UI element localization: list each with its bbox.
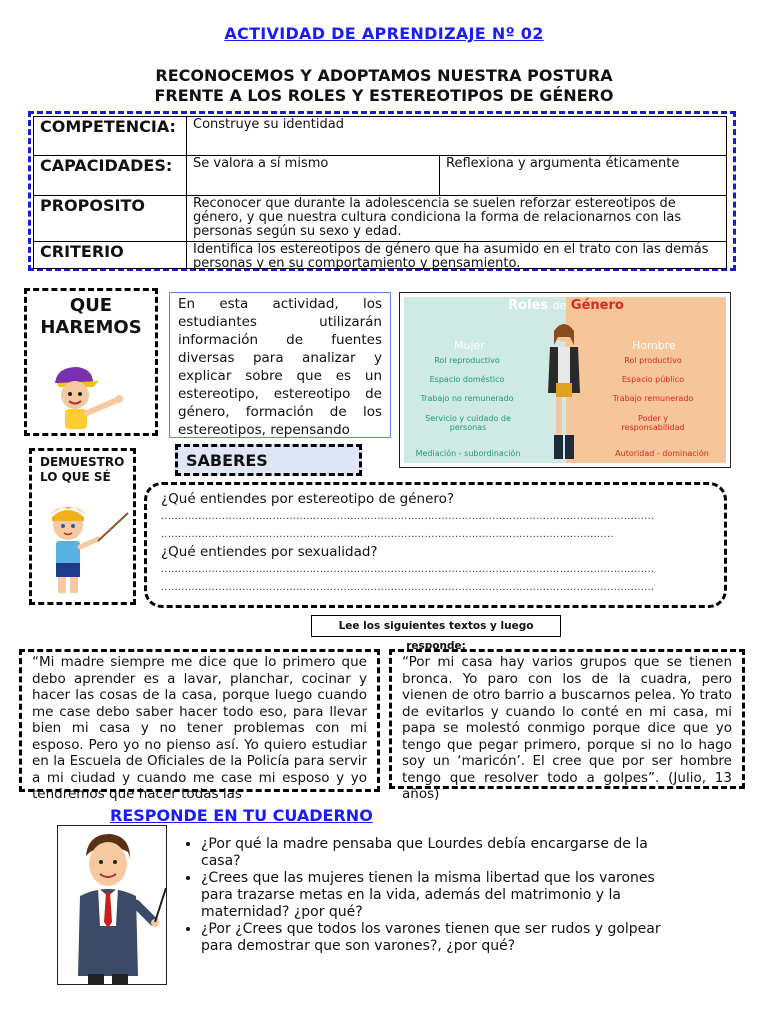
- demuestro-box: [29, 448, 136, 605]
- subtitle-line-2: FRENTE A LOS ROLES Y ESTEREOTIPOS DE GÉNERO: [154, 86, 614, 105]
- saberes-questions-box: [144, 482, 727, 608]
- proposito-value: Reconocer que durante la adolescencia se suelen reforzar estereotipos de género, y que nuestra cultura condiciona la forma de relacionarnos con las personas según su sexo y edad.: [187, 196, 727, 242]
- hombre-item: Autoridad - dominación: [615, 449, 709, 458]
- activity-title: ACTIVIDAD DE APRENDIZAJE Nº 02: [224, 24, 544, 43]
- hombre-item: Trabajo remunerado: [612, 394, 694, 403]
- hombre-item: Poder y responsabilidad: [621, 414, 685, 432]
- capacidades-label: CAPACIDADES:: [34, 156, 187, 196]
- responde-question: • ¿Crees que las mujeres tienen la misma libertad que los varones para trazarse metas en la vida, además del matrimonio y la maternidad? ¿por qué?: [201, 870, 671, 921]
- competencia-value: Construye su identidad: [187, 117, 727, 156]
- mujer-item: Trabajo no remunerado: [420, 394, 514, 403]
- roles-title-roles: Roles: [508, 298, 549, 313]
- mujer-item: Espacio doméstico: [429, 375, 505, 384]
- competency-table: [33, 116, 727, 269]
- answer-line[interactable]: ..................................................................................................................................................: [161, 564, 655, 575]
- woman-figure-illustration: [536, 317, 592, 465]
- question-sexuality: ¿Qué entiendes por sexualidad?: [161, 544, 378, 560]
- capacidad-1: Se valora a sí mismo: [187, 156, 440, 196]
- hombre-item: Rol productivo: [624, 356, 682, 365]
- responde-question: • ¿Por qué la madre pensaba que Lourdes debía encargarse de la casa?: [201, 836, 671, 870]
- teacher-illustration: [58, 826, 168, 986]
- mujer-item: Mediación - subordinación: [415, 449, 521, 458]
- hombre-header: Hombre: [632, 339, 676, 352]
- subtitle-line-1: RECONOCEMOS Y ADOPTAMOS NUESTRA POSTURA: [155, 66, 613, 85]
- que-haremos-text: En esta actividad, los estudiantes utilizarán información de fuentes diversas para analizar y explicar sobre que es un estereotipo, estereotipo de género, formación de los estereotipos, repensando: [169, 292, 391, 438]
- reading-text-2: “Por mi casa hay varios grupos que se tienen bronca. Yo paro con los de la cuadra, pero vienen de otro barrio a buscarnos pelea. Yo trato de evitarlos y cuando lo conté en mi casa, mi papa se molestó conmigo porque dice que yo tengo que pegar primero, porque si no lo hago soy un ‘maricón’. El cree que por ser hombre tengo que resolver todo a golpes”. (Julio, 13 años): [389, 649, 745, 789]
- roles-title-genero: Género: [570, 298, 624, 313]
- responde-questions-list: [188, 836, 671, 955]
- mujer-item: Servicio y cuidado de personas: [425, 414, 511, 432]
- saberes-label: SABERES: [175, 444, 362, 476]
- reading-text-1: “Mi madre siempre me dice que lo primero que debo aprender es a lavar, planchar, cocinar y hacer las cosas de la casa, porque luego cuando me case debo saber hacer todo eso, para llevar bien mi casa y no tener problemas con mi esposo. Pero yo no pienso así. Yo quiero estudiar en la Escuela de Oficiales de la Policía para servir a mi ciudad y cuando me case mi esposo y yo tendremos que hacer todas las: [19, 649, 380, 792]
- responde-heading: RESPONDE EN TU CUADERNO: [110, 806, 373, 825]
- que-haremos-box: [24, 288, 158, 436]
- teacher-image: [57, 825, 167, 985]
- question-stereotype: ¿Qué entiendes por estereotipo de género?: [161, 491, 455, 507]
- read-instructions: Lee los siguientes textos y luego responde:: [311, 615, 561, 637]
- cap-boy-illustration: [47, 361, 147, 433]
- competencia-label: COMPETENCIA:: [34, 117, 187, 156]
- demuestro-label: DEMUESTRO LO QUE SÉ: [40, 455, 125, 484]
- roles-title-de: de: [552, 299, 567, 312]
- answer-line[interactable]: ..................................................................................................................................................: [161, 582, 655, 593]
- answer-line[interactable]: ..................................................................................................................................................: [161, 511, 655, 522]
- criterio-text: Identifica los estereotipos de género que ha asumido en el trato con las demás personas y en su comportamiento y pensamiento.: [193, 242, 709, 271]
- mujer-item: Rol reproductivo: [434, 356, 500, 365]
- mujer-header: Mujer: [454, 339, 485, 352]
- criterio-label: CRITERIO: [34, 242, 187, 269]
- proposito-label: PROPOSITO: [34, 196, 187, 242]
- activity-subtitle: [0, 66, 768, 106]
- answer-line[interactable]: ......................................................................................................................................: [161, 529, 614, 540]
- que-haremos-label: QUE HAREMOS: [40, 295, 142, 338]
- hombre-item: Espacio público: [621, 375, 685, 384]
- capacidad-2: Reflexiona y argumenta éticamente: [440, 156, 727, 196]
- boy-with-pointer-illustration: [38, 499, 134, 599]
- responde-question: • ¿Por ¿Crees que todos los varones tienen que ser rudos y golpear para demostrar que son varones?, ¿por qué?: [201, 921, 671, 955]
- criterio-value: [187, 242, 727, 269]
- roles-genero-image: [399, 292, 731, 468]
- roles-title: [400, 298, 732, 313]
